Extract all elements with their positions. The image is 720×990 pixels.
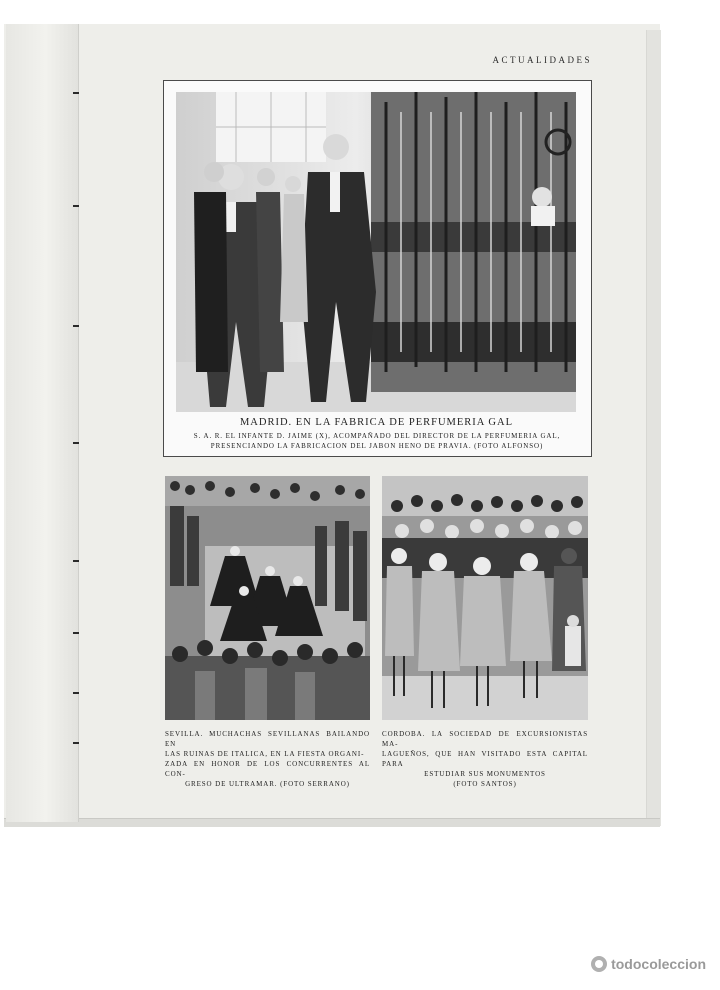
caption-line: GRESO DE ULTRAMAR. (FOTO SERRANO) [185, 780, 350, 788]
caption-line: ZADA EN HONOR DE LOS CONCURRENTES AL CON- [165, 760, 370, 778]
top-photo-caption [168, 431, 586, 451]
todocoleccion-logo-icon [591, 956, 607, 972]
watermark-text: todocoleccion [611, 956, 706, 972]
section-header: ACTUALIDADES [492, 55, 592, 65]
binding-stitch [73, 742, 79, 744]
caption-line: ESTUDIAR SUS MONUMENTOS [424, 770, 546, 778]
page-bottom-edge [4, 818, 660, 827]
binding-spine [6, 24, 79, 822]
binding-stitch [73, 442, 79, 444]
binding-stitch [73, 92, 79, 94]
binding-stitch [73, 560, 79, 562]
sevilla-dance-photo [165, 476, 370, 720]
top-photo-title: MADRID. EN LA FABRICA DE PERFUMERIA GAL [239, 417, 514, 428]
factory-photo [176, 92, 576, 412]
binding-stitch [73, 692, 79, 694]
cordoba-caption [382, 729, 588, 789]
caption-line: LAGUEÑOS, QUE HAN VISITADO ESTA CAPITAL PARA [382, 750, 588, 768]
watermark [591, 956, 706, 972]
sevilla-caption [165, 729, 370, 789]
binding-stitch [73, 632, 79, 634]
page-edge [646, 30, 661, 826]
caption-line: CORDOBA. LA SOCIEDAD DE EXCURSIONISTAS MA- [382, 730, 588, 748]
caption-line: PRESENCIANDO LA FABRICACION DEL JABON HENO DE PRAVIA. (FOTO ALFONSO) [210, 442, 544, 450]
caption-line: LAS RUINAS DE ITALICA, EN LA FIESTA ORGANI- [165, 750, 365, 758]
binding-stitch [73, 325, 79, 327]
caption-line: SEVILLA. MUCHACHAS SEVILLANAS BAILANDO EN [165, 730, 370, 748]
cordoba-group-photo [382, 476, 588, 720]
binding-stitch [73, 205, 79, 207]
caption-line: (FOTO SANTOS) [453, 780, 517, 788]
caption-line: S. A. R. EL INFANTE D. JAIME (X), ACOMPAÑADO DEL DIRECTOR DE LA PERFUMERIA GAL, [193, 432, 561, 440]
